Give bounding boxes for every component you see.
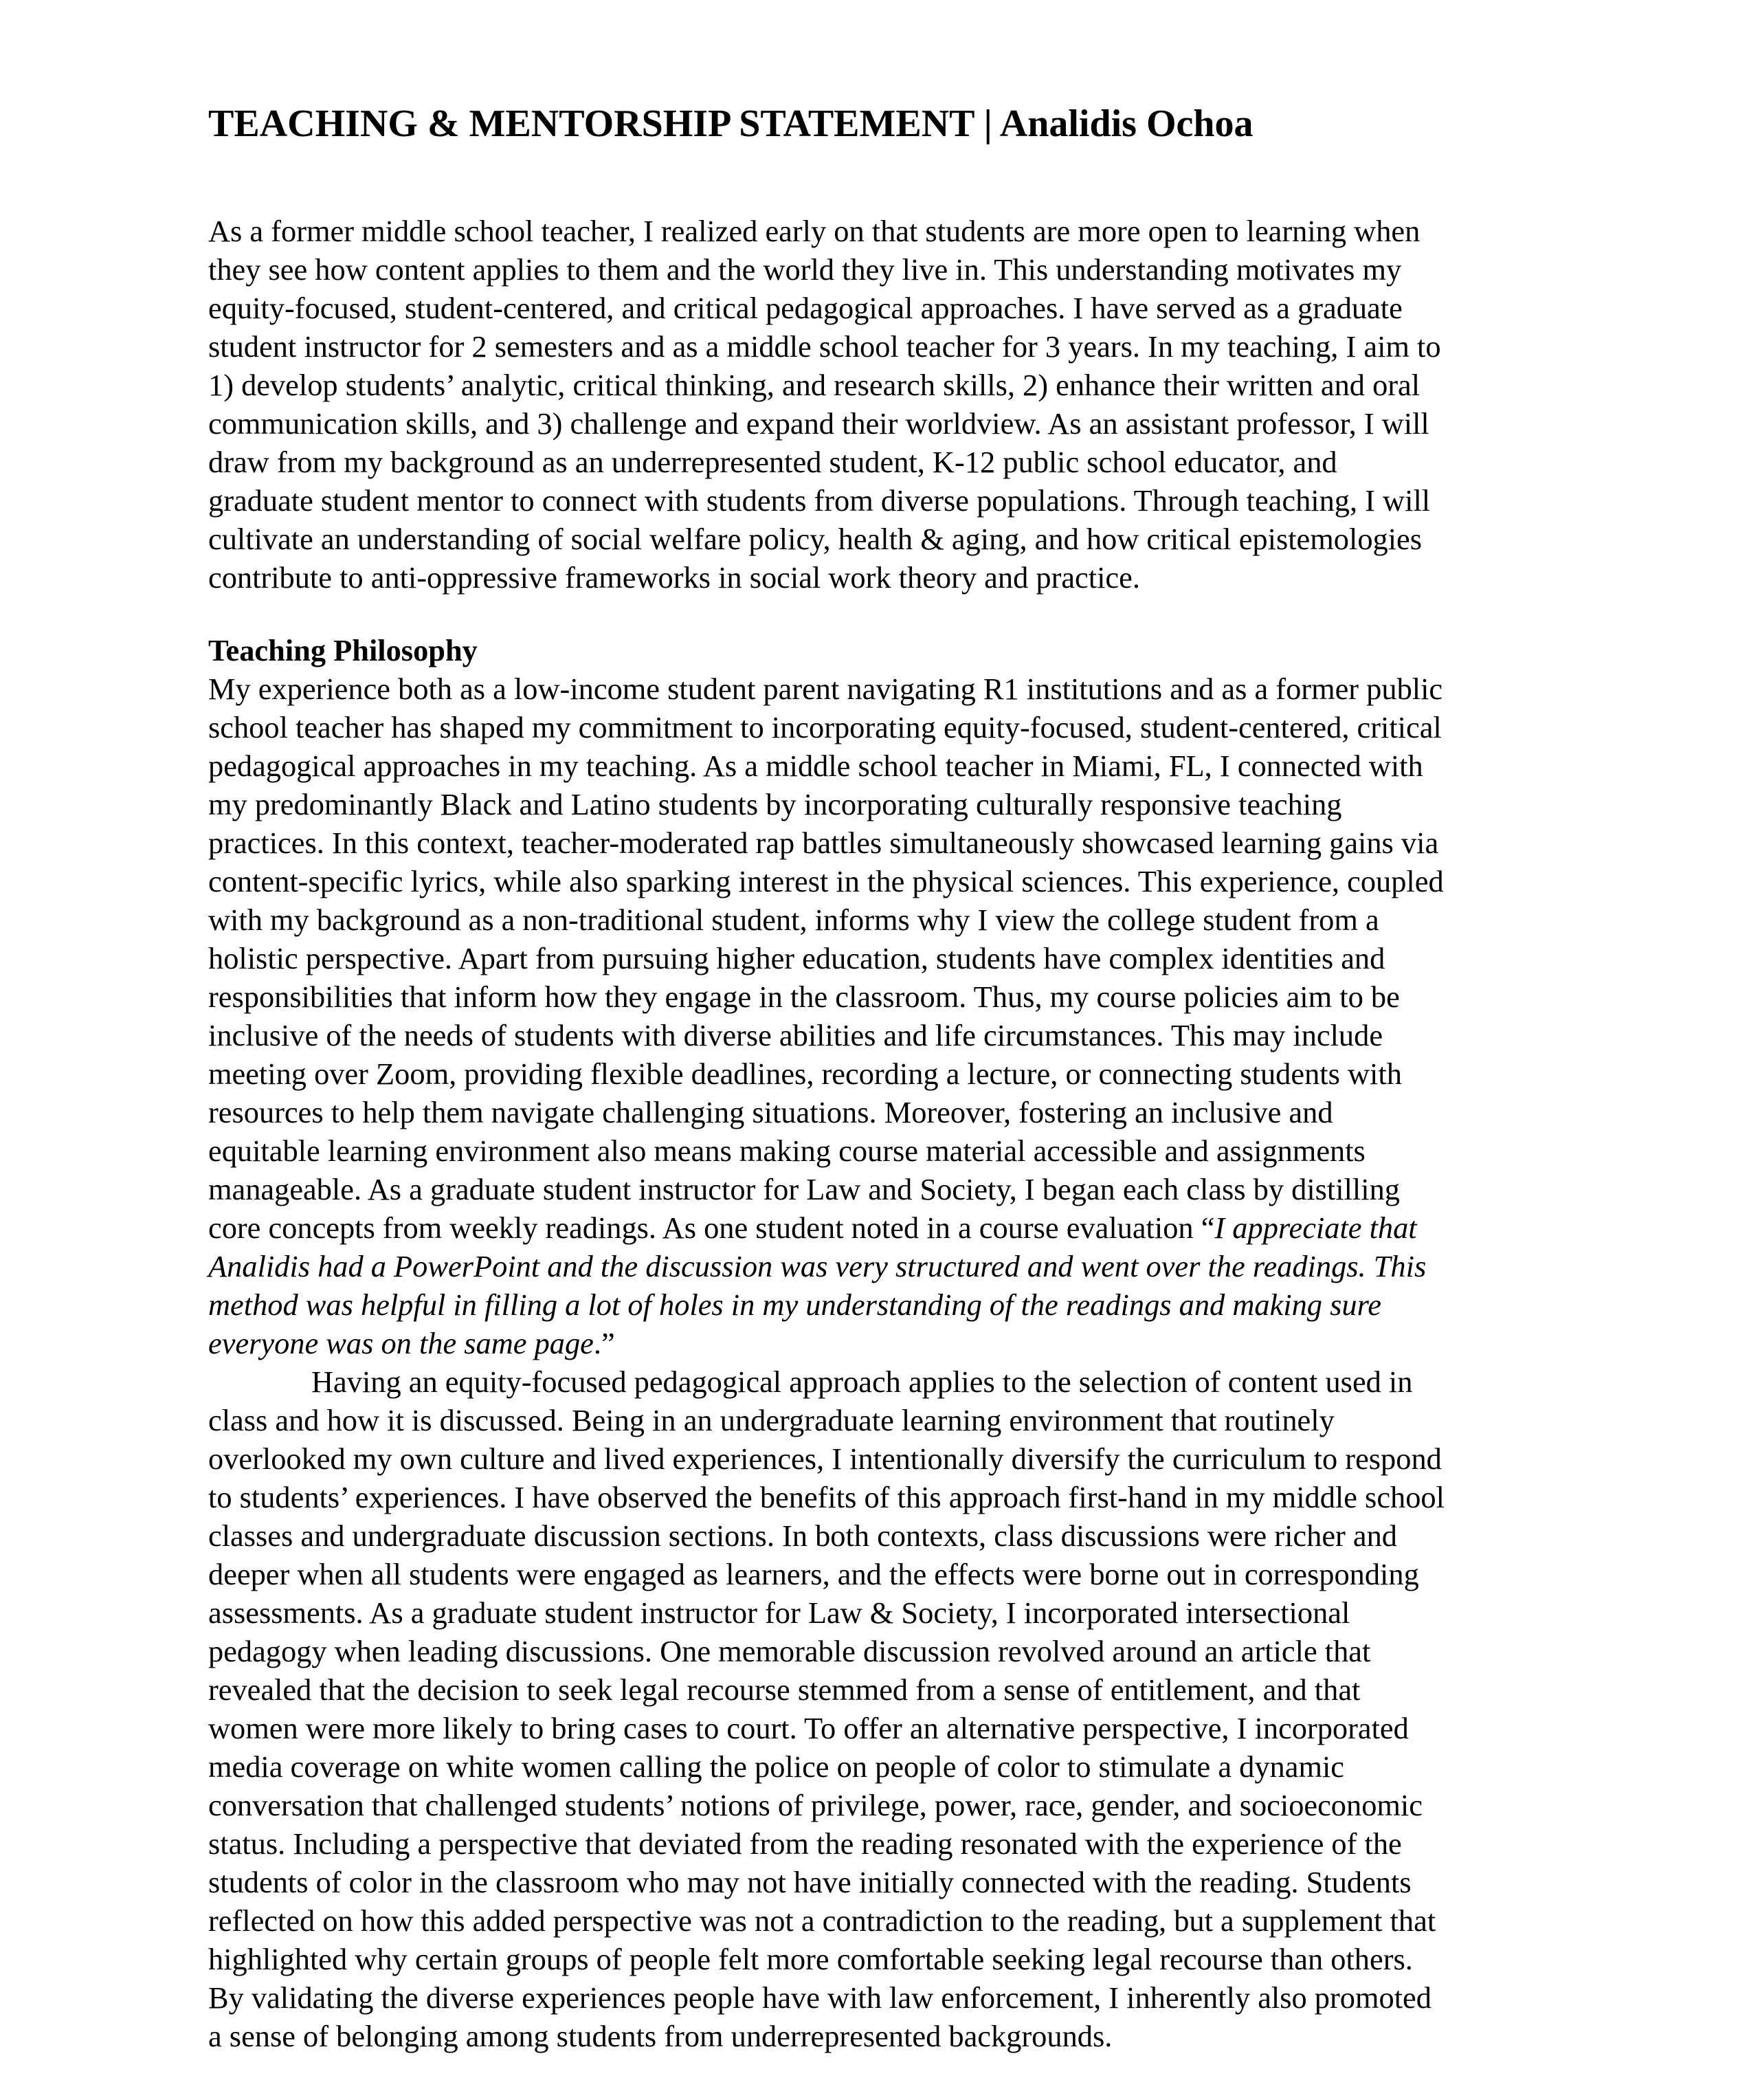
second-paragraph-line: status. Including a perspective that deviated from the reading resonated with the experience of the: [208, 1826, 1402, 1861]
intro-line: cultivate an understanding of social welfare policy, health & aging, and how critical epistemologies: [208, 522, 1423, 556]
second-paragraph-line: classes and undergraduate discussion sections. In both contexts, class discussions were richer and: [208, 1518, 1397, 1553]
intro-line: graduate student mentor to connect with students from diverse populations. Through teaching, I will: [208, 483, 1431, 518]
second-paragraph-line: to students’ experiences. I have observed the benefits of this approach first-hand in my middle school: [208, 1480, 1445, 1514]
intro-line: communication skills, and 3) challenge and expand their worldview. As an assistant professor, I will: [208, 406, 1429, 441]
philosophy-line: content-specific lyrics, while also sparking interest in the physical sciences. This experience, coupled: [208, 864, 1444, 898]
intro-line: contribute to anti-oppressive frameworks in social work theory and practice.: [208, 560, 1140, 595]
philosophy-line: meeting over Zoom, providing flexible deadlines, recording a lecture, or connecting students with: [208, 1057, 1402, 1091]
philosophy-line: My experience both as a low-income student parent navigating R1 institutions and as a former public: [208, 672, 1443, 706]
document-title: TEACHING & MENTORSHIP STATEMENT | Analidis Ochoa: [208, 102, 1254, 145]
second-paragraph-line: deeper when all students were engaged as learners, and the effects were borne out in corresponding: [208, 1557, 1419, 1591]
second-paragraph-line: reflected on how this added perspective was not a contradiction to the reading, but a supplement that: [208, 1903, 1436, 1938]
second-paragraph-line: conversation that challenged students’ notions of privilege, power, race, gender, and socioeconomic: [208, 1788, 1423, 1822]
second-paragraph-line: a sense of belonging among students from underrepresented backgrounds.: [208, 2019, 1113, 2053]
second-paragraph-line: overlooked my own culture and lived experiences, I intentionally diversify the curriculum to respond: [208, 1441, 1442, 1476]
intro-line: student instructor for 2 semesters and as a middle school teacher for 3 years. In my teaching, I aim to: [208, 329, 1441, 364]
philosophy-line: inclusive of the needs of students with diverse abilities and life circumstances. This may include: [208, 1018, 1383, 1052]
second-paragraph-line: Having an equity-focused pedagogical approach applies to the selection of content used in: [311, 1364, 1413, 1399]
philosophy-line: manageable. As a graduate student instructor for Law and Society, I began each class by distilling: [208, 1172, 1400, 1206]
second-paragraph-line: highlighted why certain groups of people felt more comfortable seeking legal recourse than others.: [208, 1942, 1413, 1976]
philosophy-line: holistic perspective. Apart from pursuing higher education, students have complex identities and: [208, 941, 1385, 975]
intro-line: As a former middle school teacher, I realized early on that students are more open to learning when: [208, 214, 1421, 248]
second-paragraph-line: assessments. As a graduate student instructor for Law & Society, I incorporated intersectional: [208, 1595, 1350, 1630]
second-paragraph-line: By validating the diverse experiences people have with law enforcement, I inherently also promoted: [208, 1980, 1431, 2015]
philosophy-line: responsibilities that inform how they engage in the classroom. Thus, my course policies aim to be: [208, 980, 1400, 1014]
philosophy-line: pedagogical approaches in my teaching. As a middle school teacher in Miami, FL, I connected with: [208, 749, 1423, 783]
student-quote-start: I appreciate that: [1214, 1211, 1417, 1245]
philosophy-line: with my background as a non-traditional student, informs why I view the college student from a: [208, 903, 1379, 937]
philosophy-line-with-quote-start: [208, 1208, 1417, 1247]
second-paragraph-line: students of color in the classroom who may not have initially connected with the reading. Students: [208, 1865, 1412, 1899]
quote-close: .”: [593, 1326, 615, 1360]
student-quote-line: method was helpful in filling a lot of holes in my understanding of the readings and making sure: [208, 1287, 1381, 1322]
second-paragraph-line: class and how it is discussed. Being in an undergraduate learning environment that routinely: [208, 1403, 1335, 1437]
intro-line: equity-focused, student-centered, and critical pedagogical approaches. I have served as a graduate: [208, 291, 1403, 325]
philosophy-line: equitable learning environment also means making course material accessible and assignments: [208, 1134, 1366, 1168]
intro-line: 1) develop students’ analytic, critical thinking, and research skills, 2) enhance their written and oral: [208, 368, 1421, 402]
second-paragraph-line: revealed that the decision to seek legal recourse stemmed from a sense of entitlement, and that: [208, 1672, 1361, 1707]
section-heading-teaching-philosophy: Teaching Philosophy: [208, 633, 478, 667]
philosophy-line: resources to help them navigate challenging situations. Moreover, fostering an inclusive and: [208, 1095, 1333, 1129]
student-quote-line: Analidis had a PowerPoint and the discussion was very structured and went over the readings. This: [208, 1249, 1427, 1283]
intro-line: they see how content applies to them and the world they live in. This understanding motivates my: [208, 252, 1402, 287]
second-paragraph-line: media coverage on white women calling the police on people of color to stimulate a dynamic: [208, 1749, 1345, 1784]
philosophy-line: my predominantly Black and Latino students by incorporating culturally responsive teaching: [208, 787, 1342, 821]
quote-lead-in: core concepts from weekly readings. As one student noted in a course evaluation “: [208, 1211, 1215, 1245]
student-quote-end: everyone was on the same page: [208, 1326, 594, 1360]
philosophy-line: school teacher has shaped my commitment to incorporating equity-focused, student-centered, critical: [208, 710, 1442, 744]
second-paragraph-line: women were more likely to bring cases to court. To offer an alternative perspective, I incorporated: [208, 1711, 1409, 1745]
philosophy-line: practices. In this context, teacher-moderated rap battles simultaneously showcased learning gains via: [208, 826, 1439, 860]
second-paragraph-line: pedagogy when leading discussions. One memorable discussion revolved around an article that: [208, 1634, 1371, 1668]
intro-line: draw from my background as an underrepresented student, K-12 public school educator, and: [208, 445, 1337, 479]
student-quote-end-line: [208, 1324, 615, 1362]
